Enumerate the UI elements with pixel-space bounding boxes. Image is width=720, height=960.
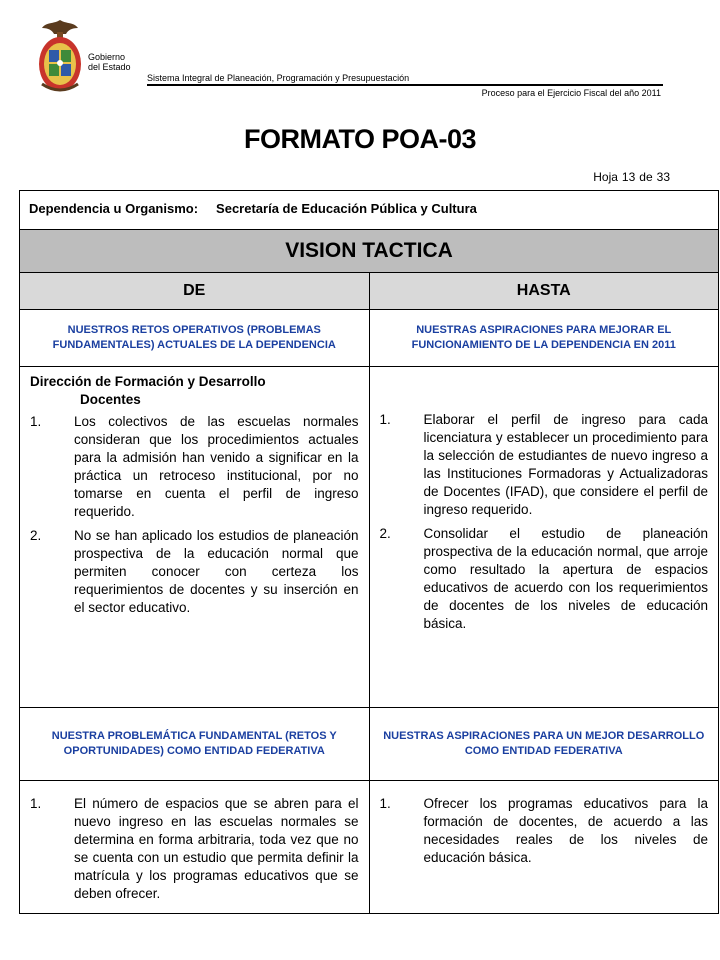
page-header [0,0,720,110]
state-seal-icon [36,18,84,96]
section2-right-heading: NUESTRAS ASPIRACIONES PARA UN MEJOR DESARROLLO COMO ENTIDAD FEDERATIVA [369,708,719,781]
vision-heading: VISION TACTICA [20,230,719,273]
column-de: DE [20,273,370,310]
list-item: 1. El número de espacios que se abren para el nuevo ingreso en las escuelas normales se determina en forma arbitraria, toda vez que no se cuenta con un estudio que permita definir la matrícula y los programas educativos que se deben ofrecer. [30,796,359,901]
aspiraciones-list [380,411,709,633]
section1-left-cell [20,367,370,708]
list-item: 2. No se han aplicado los estudios de planeación prospectiva de la educación normal que permiten conocer con certeza los requerimientos de docentes y su inserción en el sector educativo. [30,528,359,615]
gobierno-label: Gobierno del Estado [88,52,131,72]
list-item: 1. Ofrecer los programas educativos para la formación de docentes, de acuerdo a las necesidades reales de los niveles de educación básica. [379,796,708,865]
system-name: Sistema Integral de Planeación, Programación y Presupuestación [147,73,410,83]
list-item: 2. Consolidar el estudio de planeación prospectiva de la educación normal, que arroje como resultado la apertura de espacios educativos de acuerdo con los requerimientos de docentes de los niveles de educación básica. [379,526,708,631]
document-title: FORMATO POA-03 [243,124,477,154]
dependencia-row: Dependencia u Organismo: Secretaría de Educación Pública y Cultura [20,191,719,230]
process-year: Proceso para el Ejercicio Fiscal del año 2011 [481,88,661,98]
section2-left-cell [20,781,370,914]
org-unit-title: Dirección de Formación y Desarrollo Docentes [30,374,266,407]
section1-right-heading: NUESTRAS ASPIRACIONES PARA MEJORAR EL FUNCIONAMIENTO DE LA DEPENDENCIA EN 2011 [369,310,719,367]
problematica-list [30,795,359,903]
list-item: 1. Elaborar el perfil de ingreso para cada licenciatura y establecer un procedimiento para la selección de estudiantes de nuevo ingreso a las Instituciones Formadoras y Actualizadoras de Docentes (IFAD), que considere el perfil de ingreso requerido. [379,412,708,517]
section1-right-cell [369,367,719,708]
header-divider [147,84,663,86]
page-counter: Hoja 13 de 33 [593,170,670,184]
poa-table [19,190,719,914]
section1-left-heading: NUESTROS RETOS OPERATIVOS (PROBLEMAS FUNDAMENTALES) ACTUALES DE LA DEPENDENCIA [20,310,370,367]
desarrollo-list [380,795,709,867]
section2-left-heading: NUESTRA PROBLEMÁTICA FUNDAMENTAL (RETOS Y OPORTUNIDADES) COMO ENTIDAD FEDERATIVA [20,708,370,781]
column-hasta: HASTA [369,273,719,310]
list-item: 1. Los colectivos de las escuelas normales consideran que los procedimientos actuales para la admisión han venido a significar en la práctica un retroceso institucional, por no tomarse en cuenta el perfil de ingreso requerido. [30,414,359,519]
section2-right-cell [369,781,719,914]
retos-list [30,413,359,617]
